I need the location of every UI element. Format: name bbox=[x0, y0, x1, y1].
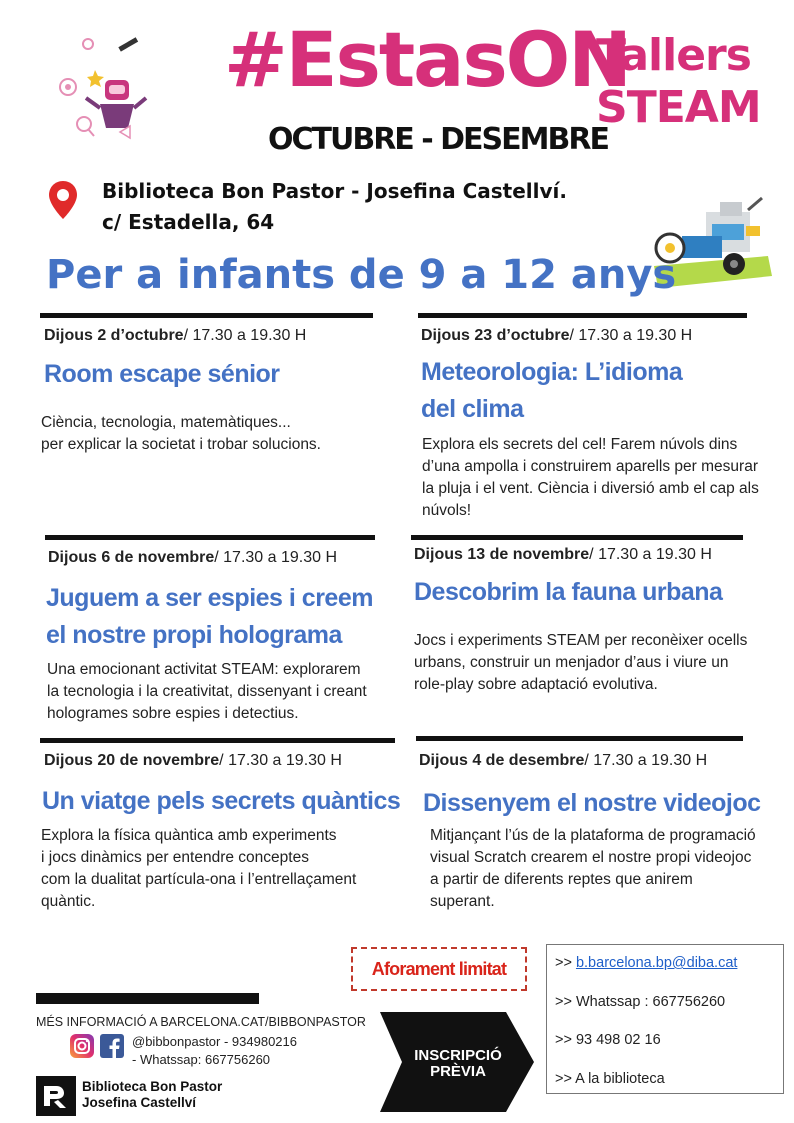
divider-rule bbox=[418, 313, 747, 318]
desc-line: Ciència, tecnologia, matemàtiques... bbox=[41, 414, 291, 431]
workshop-title: Descobrim la fauna urbana bbox=[414, 578, 723, 606]
contact-prefix: >> bbox=[555, 955, 576, 971]
desc-line: hologrames sobre espies i detectius. bbox=[47, 705, 299, 722]
date-range: OCTUBRE - DESEMBRE bbox=[268, 122, 608, 157]
desc-line: quàntic. bbox=[41, 893, 96, 910]
workshop-description bbox=[414, 630, 747, 696]
contact-phone: >> 93 498 02 16 bbox=[555, 1032, 661, 1048]
workshop-time: / 17.30 a 19.30 H bbox=[219, 752, 342, 769]
social-contact bbox=[132, 1033, 297, 1069]
audience-heading: Per a infants de 9 a 12 anys bbox=[46, 252, 677, 298]
desc-line: d’una ampolla i construirem aparells per mesurar bbox=[422, 458, 758, 475]
contact-in-person: >> A la biblioteca bbox=[555, 1070, 665, 1087]
social-line1: @bibbonpastor - 934980216 bbox=[132, 1034, 297, 1049]
workshop-description bbox=[422, 434, 759, 522]
workshop-title bbox=[46, 580, 373, 654]
workshop-description bbox=[47, 659, 367, 725]
robot-illustration bbox=[50, 32, 150, 142]
workshop-description bbox=[41, 825, 356, 913]
address-line1: Biblioteca Bon Pastor - Josefina Castellví. bbox=[102, 179, 567, 203]
location-pin-icon bbox=[48, 180, 78, 220]
workshop-time: / 17.30 a 19.30 H bbox=[214, 549, 338, 566]
desc-line: superant. bbox=[430, 893, 495, 910]
workshop-description bbox=[430, 825, 756, 913]
workshop-date bbox=[48, 549, 337, 567]
workshop-day: Dijous 23 d’octubre bbox=[421, 327, 570, 344]
inscripcio-previa bbox=[405, 1048, 511, 1080]
divider-rule bbox=[45, 535, 375, 540]
workshop-title: Room escape sénior bbox=[44, 360, 280, 388]
workshop-day: Dijous 2 d’octubre bbox=[44, 327, 184, 344]
workshop-time: / 17.30 a 19.30 H bbox=[584, 752, 708, 769]
tallers-steam-title bbox=[596, 30, 761, 134]
title-line: el nostre propi holograma bbox=[46, 621, 342, 649]
divider-rule bbox=[40, 738, 395, 743]
workshop-date bbox=[44, 327, 306, 345]
workshop-day: Dijous 13 de novembre bbox=[414, 546, 590, 563]
desc-line: role-play sobre adaptació evolutiva. bbox=[414, 676, 658, 693]
divider-rule bbox=[40, 313, 373, 318]
library-line2: Josefina Castellví bbox=[82, 1095, 197, 1110]
contact-email-row bbox=[555, 955, 783, 994]
contact-box bbox=[546, 944, 784, 1094]
inscripcio-line2: PRÈVIA bbox=[430, 1063, 486, 1080]
desc-line: per explicar la societat i trobar solucions. bbox=[41, 436, 321, 453]
instagram-icon[interactable] bbox=[70, 1034, 94, 1058]
hashtag-title: #EstasON bbox=[224, 15, 630, 104]
library-name bbox=[82, 1079, 222, 1111]
desc-line: Mitjançant l’ús de la plataforma de programació bbox=[430, 827, 756, 844]
aforament-badge: Aforament limitat bbox=[351, 947, 527, 991]
workshop-title bbox=[421, 354, 682, 428]
tallers-line1: Tallers bbox=[596, 30, 751, 81]
desc-line: visual Scratch crearem el nostre propi videojoc bbox=[430, 849, 752, 866]
address-line2: c/ Estadella, 64 bbox=[102, 210, 275, 234]
desc-line: la tecnologia i la creativitat, dissenyant i creant bbox=[47, 683, 367, 700]
workshop-date bbox=[44, 752, 342, 770]
workshop-date bbox=[414, 546, 712, 564]
desc-line: a partir de diferents reptes que anirem bbox=[430, 871, 693, 888]
divider-rule bbox=[411, 535, 743, 540]
desc-line: Explora els secrets del cel! Farem núvols dins bbox=[422, 436, 738, 453]
contact-whatsapp: >> Whatssap : 667756260 bbox=[555, 993, 726, 1010]
title-line: del clima bbox=[421, 395, 524, 423]
workshop-time: / 17.30 a 19.30 H bbox=[589, 546, 712, 563]
workshop-day: Dijous 20 de novembre bbox=[44, 752, 220, 769]
workshop-time: / 17.30 a 19.30 H bbox=[183, 327, 307, 344]
workshop-description bbox=[41, 412, 321, 456]
library-line1: Biblioteca Bon Pastor bbox=[82, 1079, 223, 1094]
tallers-line2: STEAM bbox=[596, 82, 761, 133]
title-line: Meteorologia: L’idioma bbox=[421, 358, 683, 386]
workshop-time: / 17.30 a 19.30 H bbox=[569, 327, 693, 344]
decorative-bar bbox=[36, 993, 259, 1004]
address bbox=[102, 176, 567, 238]
workshop-date bbox=[421, 327, 692, 345]
desc-line: Una emocionant activitat STEAM: explorarem bbox=[47, 661, 361, 678]
desc-line: urbans, construir un menjador d’aus i viure un bbox=[414, 654, 729, 671]
workshop-day: Dijous 4 de desembre bbox=[419, 752, 585, 769]
desc-line: núvols! bbox=[422, 502, 472, 519]
library-logo-icon bbox=[36, 1076, 76, 1116]
desc-line: Explora la física quàntica amb experiments bbox=[41, 827, 337, 844]
divider-rule bbox=[416, 736, 743, 741]
desc-line: Jocs i experiments STEAM per reconèixer ocells bbox=[414, 632, 748, 649]
desc-line: com la dualitat partícula-ona i l’entrellaçament bbox=[41, 871, 357, 888]
social-line2: - Whatssap: 667756260 bbox=[132, 1052, 271, 1067]
workshop-day: Dijous 6 de novembre bbox=[48, 549, 215, 566]
desc-line: la pluja i el vent. Ciència i diversió amb el cap als bbox=[422, 480, 759, 497]
inscripcio-line1: INSCRIPCIÓ bbox=[414, 1047, 502, 1064]
workshop-date bbox=[419, 752, 707, 770]
facebook-icon[interactable] bbox=[100, 1034, 124, 1058]
more-info: MÉS INFORMACIÓ A BARCELONA.CAT/BIBBONPASTOR bbox=[36, 1015, 366, 1029]
workshop-title: Dissenyem el nostre videojoc bbox=[423, 789, 761, 817]
email-link[interactable]: b.barcelona.bp@diba.cat bbox=[575, 955, 738, 971]
title-line: Juguem a ser espies i creem bbox=[46, 584, 373, 612]
workshop-title: Un viatge pels secrets quàntics bbox=[42, 787, 401, 815]
desc-line: i jocs dinàmics per entendre conceptes bbox=[41, 849, 309, 866]
